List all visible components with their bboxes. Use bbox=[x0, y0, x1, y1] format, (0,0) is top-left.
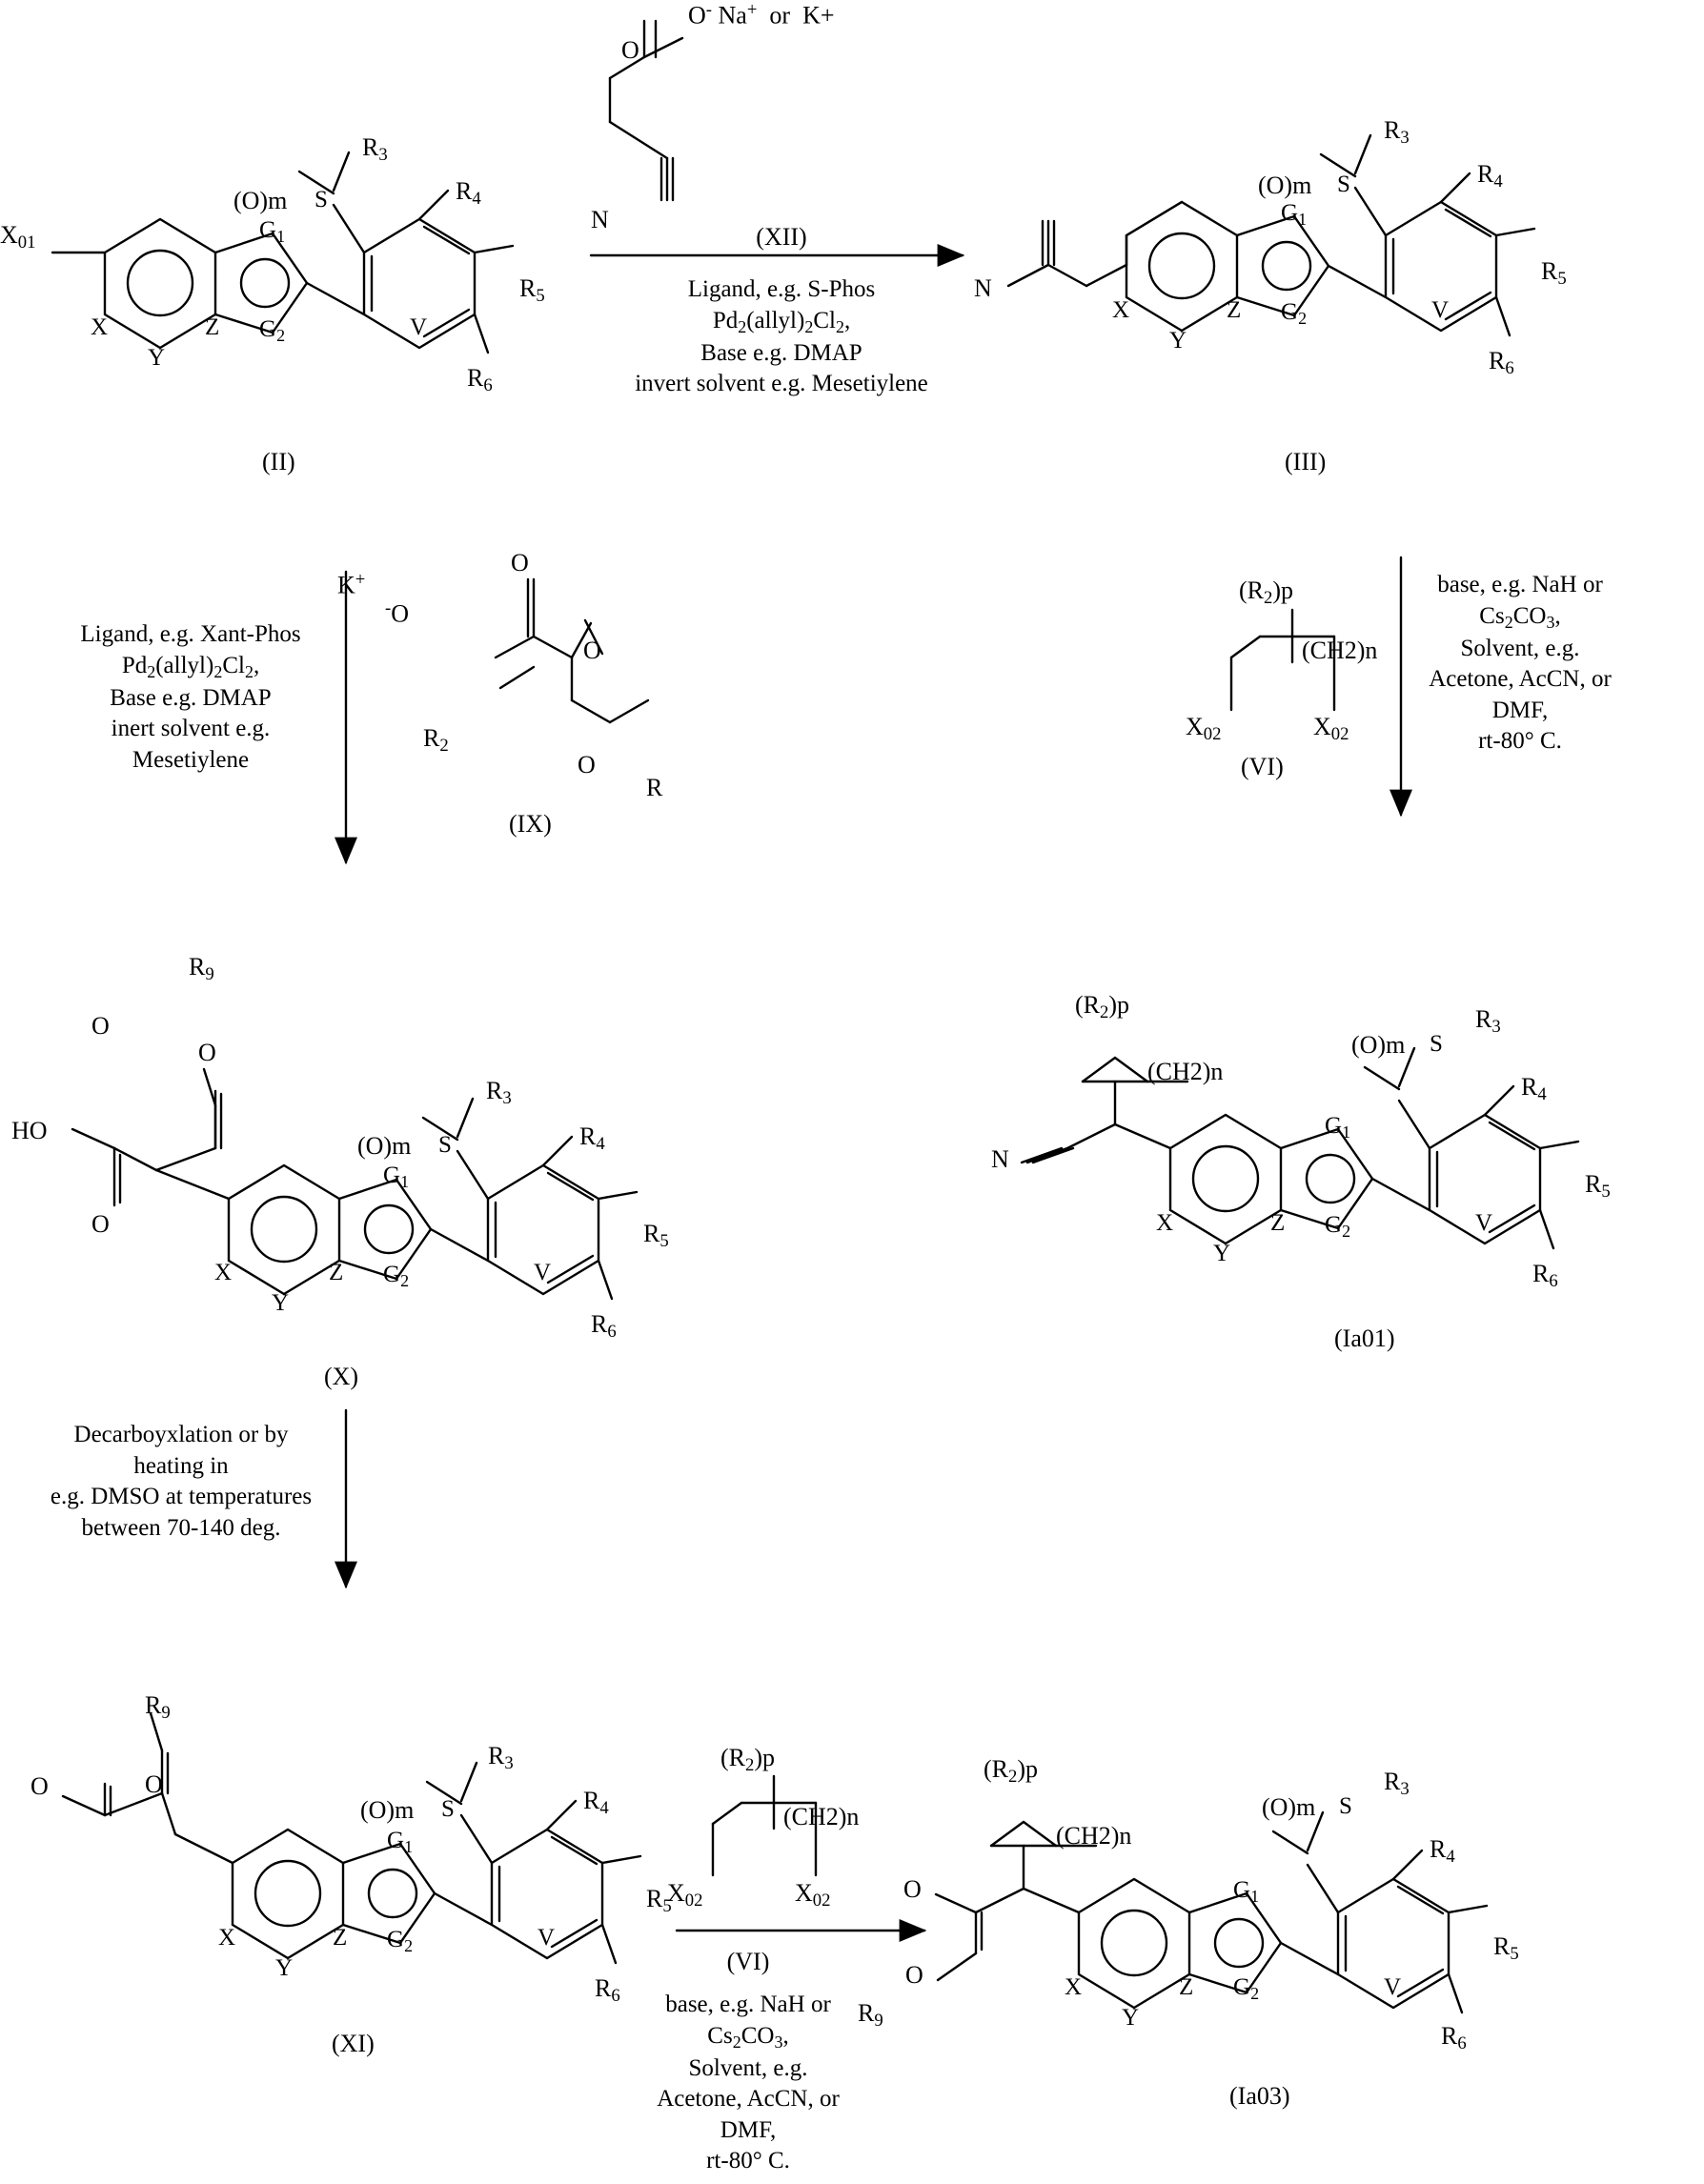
atom-label-V-iii: V bbox=[1431, 297, 1450, 323]
structure-ia03-caption: (Ia03) bbox=[1229, 2082, 1290, 2110]
atom-label-R6-ia03: $R_6$ bbox=[1441, 2022, 1467, 2054]
atom-label-CH2n-ia01: (CH2)n bbox=[1147, 1058, 1224, 1085]
atom-label-R4-ia03: $R_4$ bbox=[1430, 1835, 1455, 1868]
conditions-4: Decarboyxlation or by heating in e.g. DMSO at temperatures between 70-140 deg. bbox=[50, 1422, 313, 1541]
atom-label-R2p-vi2: $(R_2)p$ bbox=[720, 1744, 776, 1776]
atom-label-G1-ia01: $G_1$ bbox=[1325, 1113, 1351, 1143]
atom-label-X02-vi1a: $X_{02}$ bbox=[1186, 713, 1222, 745]
atom-label-Y-x: Y bbox=[272, 1290, 290, 1316]
atom-label-G1-ia03: $G_1$ bbox=[1233, 1877, 1260, 1907]
atom-label-Z-iii: Z bbox=[1227, 297, 1242, 323]
atom-label-O: O bbox=[621, 36, 639, 64]
atom-label-CH2n-ia03: (CH2)n bbox=[1056, 1822, 1132, 1850]
conditions-3: base, e.g. NaH or $Cs_2CO_3$, Solvent, e.g. Acetone, AcCN, or DMF, rt-80° C. bbox=[1429, 572, 1612, 755]
atom-label-R5-ia01: $R_5$ bbox=[1585, 1170, 1611, 1203]
atom-label-Om-ii: (O)m bbox=[233, 187, 288, 214]
atom-label-HO-x: HO bbox=[11, 1117, 48, 1144]
atom-label-R3-ia01: $R_3$ bbox=[1475, 1005, 1501, 1038]
structure-iii-caption: (III) bbox=[1285, 448, 1327, 475]
atom-label-R4-ia01: $R_4$ bbox=[1521, 1073, 1547, 1105]
atom-label-CH2n-vi1: (CH2)n bbox=[1302, 637, 1378, 664]
atom-label-R6-x: $R_6$ bbox=[591, 1310, 617, 1343]
reagent-ix-caption: (IX) bbox=[509, 810, 552, 838]
atom-label-O-minus-ix: -O bbox=[385, 598, 410, 628]
atom-label-R3-ii: $R_3$ bbox=[362, 133, 388, 166]
atom-label-G2-xi: $G_2$ bbox=[387, 1927, 414, 1956]
atom-label-Om-ia01: (O)m bbox=[1351, 1031, 1406, 1059]
atom-label-O-ix-2: O bbox=[583, 637, 601, 664]
atom-label-V-ii: V bbox=[410, 314, 428, 340]
atom-label-O-x-3: O bbox=[91, 1210, 110, 1238]
atom-label-R4-iii: $R_4$ bbox=[1477, 160, 1503, 192]
atom-label-Om-iii: (O)m bbox=[1258, 172, 1312, 199]
atom-label-X02-vi2a: $X_{02}$ bbox=[667, 1879, 703, 1911]
atom-label-G2-ia01: $G_2$ bbox=[1325, 1212, 1351, 1242]
atom-label-R5-xi: $R_5$ bbox=[646, 1885, 672, 1917]
atom-label-N-iii: N bbox=[974, 274, 992, 302]
atom-label-R5-ii: $R_5$ bbox=[519, 274, 545, 307]
atom-label-Z-ia01: Z bbox=[1270, 1210, 1286, 1236]
atom-label-X-ia03: X bbox=[1065, 1974, 1083, 2000]
atom-label-X-iii: X bbox=[1112, 297, 1130, 323]
atom-label-X02-vi1b: $X_{02}$ bbox=[1313, 713, 1349, 745]
atom-label-R5-ia03: $R_5$ bbox=[1493, 1932, 1519, 1965]
structure-xi-caption: (XI) bbox=[332, 2030, 375, 2057]
atom-label-O-ia03-1: O bbox=[903, 1875, 922, 1903]
atom-label-V-ia03: V bbox=[1384, 1974, 1402, 2000]
atom-label-R6-iii: $R_6$ bbox=[1489, 347, 1514, 379]
conditions-2: Ligand, e.g. Xant-Phos $Pd_2(allyl)_2Cl_2$, Base e.g. DMAP inert solvent e.g. Mesetiylene bbox=[80, 621, 301, 773]
atom-label-K-plus: K+ bbox=[337, 570, 366, 599]
atom-label-V-ia01: V bbox=[1475, 1210, 1493, 1236]
atom-label-R6-ii: $R_6$ bbox=[467, 364, 493, 396]
atom-label-O-ix-3: O bbox=[578, 751, 596, 779]
atom-label-R4-xi: $R_4$ bbox=[583, 1787, 609, 1819]
atom-label-S-ia03: S bbox=[1339, 1793, 1352, 1819]
atom-label-Y-ia01: Y bbox=[1213, 1241, 1231, 1266]
atom-label-CH2n-vi2: (CH2)n bbox=[783, 1803, 860, 1830]
atom-label-R5-x: $R_5$ bbox=[643, 1220, 669, 1252]
atom-label-R5-iii: $R_5$ bbox=[1541, 257, 1567, 290]
atom-label-Y-iii: Y bbox=[1169, 328, 1187, 354]
atom-label-X02-vi2b: $X_{02}$ bbox=[795, 1879, 831, 1911]
atom-label-R3-xi: $R_3$ bbox=[488, 1742, 514, 1774]
atom-label-G1-ii: $G_1$ bbox=[259, 217, 286, 247]
atom-label-V-xi: V bbox=[538, 1925, 556, 1951]
atom-label-R2-ix: $R_2$ bbox=[423, 724, 449, 757]
reagent-xii-label: (XII) bbox=[756, 223, 807, 251]
atom-label-Y-ii: Y bbox=[148, 345, 166, 371]
atom-label-Y-xi: Y bbox=[275, 1955, 294, 1981]
atom-label-X-ii: X bbox=[91, 314, 109, 340]
atom-label-O-ix-1: O bbox=[511, 549, 529, 576]
atom-label-O-minus: O- Na+ or K+ bbox=[688, 0, 835, 30]
atom-label-Om-xi: (O)m bbox=[360, 1796, 415, 1824]
atom-label-O-xi-2: O bbox=[30, 1772, 49, 1800]
atom-label-O-ia03-2: O bbox=[905, 1961, 923, 1989]
atom-label-R3-x: $R_3$ bbox=[486, 1077, 512, 1109]
atom-label-Om-x: (O)m bbox=[357, 1132, 412, 1160]
atom-label-O-x-2: O bbox=[91, 1012, 110, 1040]
atom-label-R2p-vi1: $(R_2)p$ bbox=[1239, 576, 1294, 609]
atom-label-Y-ia03: Y bbox=[1122, 2005, 1140, 2031]
atom-label-S-ia01: S bbox=[1430, 1031, 1443, 1057]
conditions-5: base, e.g. NaH or $Cs_2CO_3$, Solvent, e.g. Acetone, AcCN, or DMF, rt-80° C. bbox=[657, 1992, 840, 2174]
atom-label-S-iii: S bbox=[1337, 172, 1350, 197]
atom-label-S-xi: S bbox=[441, 1796, 455, 1822]
atom-label-X-x: X bbox=[214, 1260, 233, 1285]
atom-label-O-x-1: O bbox=[198, 1039, 216, 1066]
atom-label-R3-ia03: $R_3$ bbox=[1384, 1768, 1410, 1800]
conditions-1: Ligand, e.g. S-Phos $Pd_2(allyl)_2Cl_2$, Base e.g. DMAP invert solvent e.g. Mesetiylene bbox=[635, 276, 928, 397]
atom-label-S-x: S bbox=[438, 1132, 452, 1158]
atom-label-R6-ia01: $R_6$ bbox=[1532, 1260, 1558, 1292]
atom-label-Z-ii: Z bbox=[205, 314, 220, 340]
reagent-vi-caption-2: (VI) bbox=[726, 1948, 770, 1975]
reagent-vi-caption-1: (VI) bbox=[1241, 753, 1284, 780]
atom-label-O-xi-1: O bbox=[145, 1770, 163, 1798]
atom-label-R6-xi: $R_6$ bbox=[595, 1974, 620, 2007]
atom-label-G1-xi: $G_1$ bbox=[387, 1828, 414, 1857]
structure-ii-caption: (II) bbox=[262, 448, 295, 475]
atom-label-G1-x: $G_1$ bbox=[383, 1163, 410, 1192]
atom-label-R2p-ia01: $(R_2)p$ bbox=[1075, 991, 1130, 1023]
atom-label-G1-iii: $G_1$ bbox=[1281, 200, 1308, 230]
atom-label-Z-xi: Z bbox=[333, 1925, 348, 1951]
atom-label-X-ia01: X bbox=[1156, 1210, 1174, 1236]
atom-label-N: N bbox=[591, 206, 609, 233]
atom-label-G2-iii: $G_2$ bbox=[1281, 299, 1308, 329]
atom-label-G2-ii: $G_2$ bbox=[259, 316, 286, 346]
atom-label-R9-ia03: $R_9$ bbox=[858, 1999, 883, 2032]
atom-label-Om-ia03: (O)m bbox=[1262, 1793, 1316, 1821]
structure-ia01-caption: (Ia01) bbox=[1334, 1325, 1395, 1352]
atom-label-S-ii: S bbox=[314, 187, 328, 212]
atom-label-R2p-ia03: $(R_2)p$ bbox=[984, 1755, 1039, 1788]
atom-label-G2-ia03: $G_2$ bbox=[1233, 1974, 1260, 2004]
atom-label-V-x: V bbox=[534, 1260, 552, 1285]
atom-label-Z-x: Z bbox=[329, 1260, 344, 1285]
atom-label-R-ix: R bbox=[646, 774, 663, 801]
atom-label-X-xi: X bbox=[218, 1925, 236, 1951]
atom-label-Z-ia03: Z bbox=[1179, 1974, 1194, 2000]
atom-label-R9-x: $R_9$ bbox=[189, 953, 214, 985]
atom-label-R4-x: $R_4$ bbox=[579, 1122, 605, 1155]
atom-label-R4-ii: $R_4$ bbox=[456, 177, 481, 210]
atom-label-R3-iii: $R_3$ bbox=[1384, 116, 1410, 149]
atom-label-N-ia01: N bbox=[991, 1145, 1009, 1173]
structure-x-caption: (X) bbox=[324, 1363, 359, 1390]
atom-label-G2-x: $G_2$ bbox=[383, 1262, 410, 1291]
atom-label-X01: $X_{01}$ bbox=[0, 221, 36, 253]
atom-label-R9-xi: $R_9$ bbox=[145, 1691, 171, 1724]
